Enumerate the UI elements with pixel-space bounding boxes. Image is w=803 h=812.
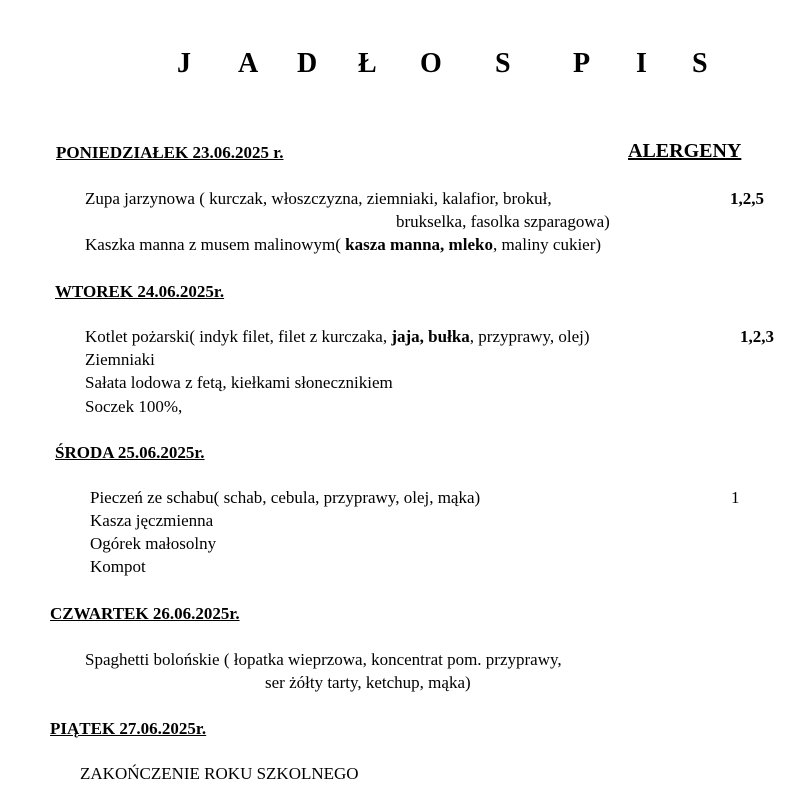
wednesday-item-4: Kompot — [90, 557, 146, 576]
wednesday-item-1: Pieczeń ze schabu( schab, cebula, przyprawy, olej, mąka) — [90, 488, 481, 507]
wednesday-heading: ŚRODA 25.06.2025r. — [55, 443, 205, 462]
thursday-item-1-line1: Spaghetti bolońskie ( łopatka wieprzowa, koncentrat pom. przyprawy, — [85, 650, 562, 669]
wednesday-item-2: Kasza jęczmienna — [90, 511, 214, 530]
menu-title — [0, 48, 803, 84]
tuesday-item-4: Soczek 100%, — [85, 397, 183, 416]
tuesday-item-1 — [85, 327, 590, 347]
tuesday-heading: WTOREK 24.06.2025r. — [55, 282, 225, 301]
title-letter: J — [177, 48, 191, 79]
title-letter: D — [297, 48, 318, 79]
allergens-heading: ALERGENY — [628, 140, 742, 162]
wednesday-item-3: Ogórek małosolny — [90, 534, 217, 553]
monday-heading: PONIEDZIAŁEK 23.06.2025 r. — [56, 143, 284, 162]
monday-soup-line2: brukselka, fasolka szparagowa) — [396, 212, 610, 231]
thursday-item-1-line2: ser żółty tarty, ketchup, mąka) — [265, 673, 471, 692]
title-letter: I — [636, 48, 647, 79]
title-letter: S — [495, 48, 511, 79]
title-letter: S — [692, 48, 708, 79]
friday-heading: PIĄTEK 27.06.2025r. — [50, 719, 207, 738]
tuesday-item-1-bold: jaja, bułka — [391, 327, 470, 346]
thursday-heading: CZWARTEK 26.06.2025r. — [50, 604, 240, 623]
monday-main-text: Kaszka manna z musem malinowym( — [85, 235, 346, 254]
title-letter: Ł — [358, 48, 377, 79]
wednesday-allergens: 1 — [731, 488, 740, 507]
title-letter: A — [238, 48, 259, 79]
monday-main-dish — [85, 235, 601, 255]
title-letter: O — [420, 48, 442, 79]
title-letter: P — [573, 48, 591, 79]
tuesday-allergens: 1,2,3 — [740, 327, 774, 346]
tuesday-item-3: Sałata lodowa z fetą, kiełkami słonecznikiem — [85, 373, 393, 392]
monday-allergens: 1,2,5 — [730, 189, 764, 208]
tuesday-item-2: Ziemniaki — [85, 350, 155, 369]
monday-main-text-end: , maliny cukier) — [492, 235, 602, 254]
monday-main-bold: kasza manna, mleko — [345, 235, 493, 254]
tuesday-item-1-text-end: , przyprawy, olej) — [469, 327, 590, 346]
monday-soup-line1: Zupa jarzynowa ( kurczak, włoszczyzna, ziemniaki, kalafior, brokuł, — [85, 189, 552, 208]
friday-item-1: ZAKOŃCZENIE ROKU SZKOLNEGO — [80, 764, 359, 783]
tuesday-item-1-text: Kotlet pożarski( indyk filet, filet z kurczaka, — [85, 327, 392, 346]
